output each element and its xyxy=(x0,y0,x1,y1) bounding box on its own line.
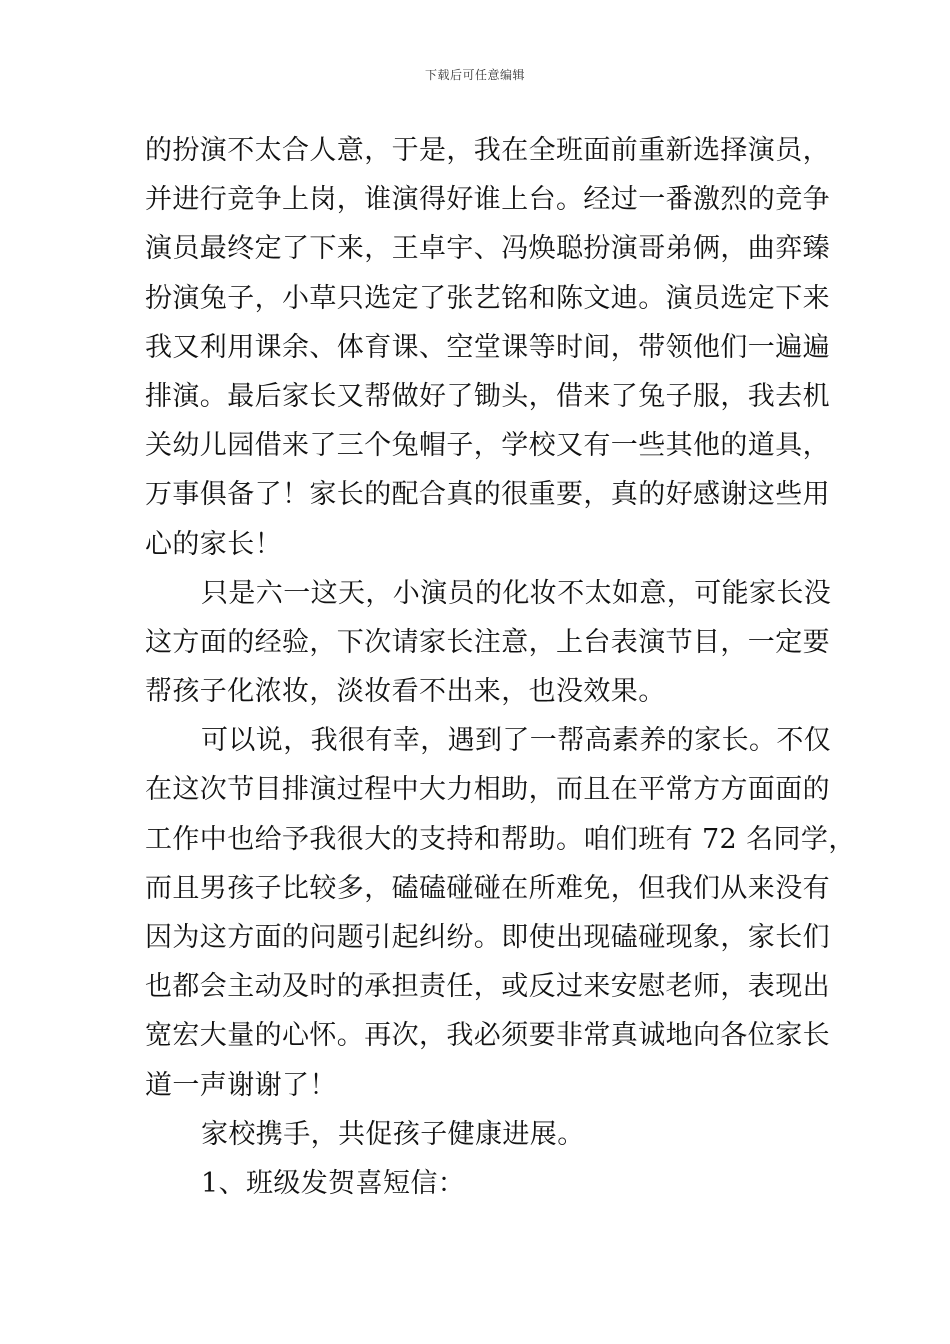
text-line: 并进行竞争上岗，谁演得好谁上台。经过一番激烈的竞争 xyxy=(145,184,830,216)
paragraph-4 xyxy=(145,1110,810,1159)
paragraph-2 xyxy=(145,569,832,717)
document-body xyxy=(145,126,856,1208)
paragraph-1 xyxy=(145,126,830,569)
text-line: 心的家长！ xyxy=(145,528,282,560)
section-heading: 1、班级发贺喜短信： xyxy=(201,1167,466,1199)
text-line: 道一声谢谢了！ xyxy=(145,1069,337,1101)
text-line: 我又利用课余、体育课、空堂课等时间，带领他们一遍遍 xyxy=(145,331,830,363)
page-header: 下载后可任意编辑 xyxy=(424,68,525,82)
text-line: 演员最终定了下来，王卓宇、冯焕聪扮演哥弟俩，曲弈臻 xyxy=(145,233,830,265)
text-line: 排演。最后家长又帮做好了锄头，借来了兔子服，我去机 xyxy=(145,380,830,412)
paragraph-5 xyxy=(145,1159,810,1208)
text-line: 工作中也给予我很大的支持和帮助。咱们班有 72 名同学， xyxy=(145,823,856,855)
text-line: 可以说，我很有幸，遇到了一帮高素养的家长。不仅 xyxy=(201,725,832,757)
text-line: 也都会主动及时的承担责任，或反过来安慰老师，表现出 xyxy=(145,971,830,1003)
text-line: 家校携手，共促孩子健康进展。 xyxy=(201,1118,585,1150)
text-line: 的扮演不太合人意，于是，我在全班面前重新选择演员， xyxy=(145,135,830,166)
text-line: 帮孩子化浓妆，淡妆看不出来，也没效果。 xyxy=(145,676,666,708)
text-line: 只是六一这天，小演员的化妆不太如意，可能家长没 xyxy=(201,577,832,609)
text-line: 关幼儿园借来了三个兔帽子，学校又有一些其他的道具， xyxy=(145,430,830,462)
text-line: 因为这方面的问题引起纠纷。即使出现磕碰现象，家长们 xyxy=(145,922,830,953)
text-line: 在这次节目排演过程中大力相助，而且在平常方方面面的 xyxy=(145,774,830,806)
text-line: 这方面的经验，下次请家长注意，上台表演节目，一定要 xyxy=(145,626,830,658)
text-line: 而且男孩子比较多，磕磕碰碰在所难免，但我们从来没有 xyxy=(145,872,830,904)
text-line: 扮演兔子，小草只选定了张艺铭和陈文迪。演员选定下来 xyxy=(145,282,830,314)
paragraph-3 xyxy=(145,716,856,1110)
text-line: 宽宏大量的心怀。再次，我必须要非常真诚地向各位家长 xyxy=(145,1020,830,1052)
text-line: 万事俱备了！家长的配合真的很重要，真的好感谢这些用 xyxy=(145,479,830,511)
